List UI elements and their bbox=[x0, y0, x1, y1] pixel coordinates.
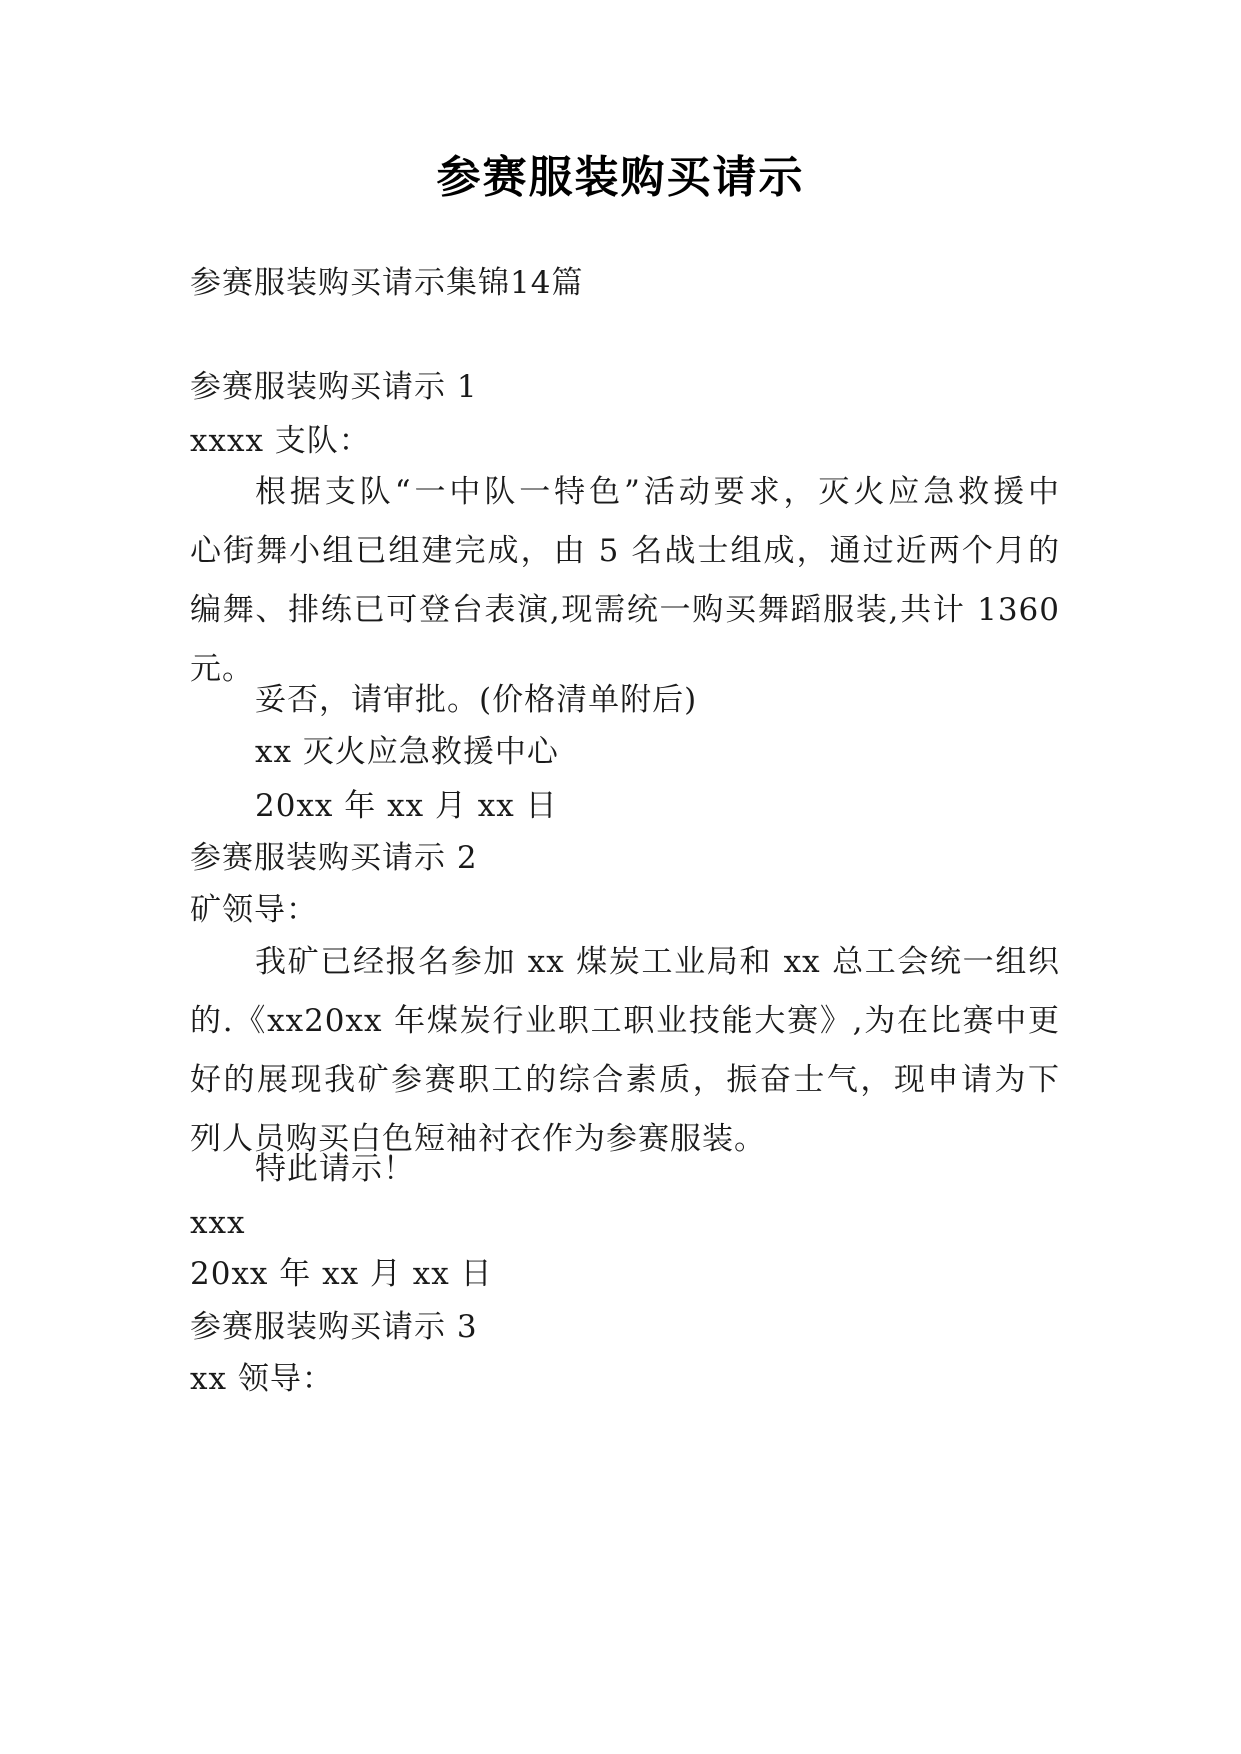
section-1-salutation: xxxx 支队： bbox=[190, 423, 371, 459]
document-subtitle: 参赛服装购买请示集锦14篇 bbox=[190, 265, 584, 301]
section-2-date: 20xx 年 xx 月 xx 日 bbox=[190, 1256, 493, 1292]
section-2-closing: 特此请示！ bbox=[255, 1151, 415, 1187]
body-line: 元。 bbox=[190, 651, 254, 687]
section-1-body bbox=[190, 463, 1060, 699]
body-line: 的.《xx20xx 年煤炭行业职工职业技能大赛》,为在比赛中更 bbox=[190, 1003, 1060, 1039]
section-2-signature: xxx bbox=[190, 1205, 246, 1241]
document-title: 参赛服装购买请示 bbox=[436, 152, 805, 203]
section-1-date: 20xx 年 xx 月 xx 日 bbox=[255, 788, 558, 824]
section-3-salutation: xx 领导： bbox=[190, 1361, 334, 1397]
body-line: 好的展现我矿参赛职工的综合素质，振奋士气，现申请为下 bbox=[190, 1062, 1060, 1098]
section-2-heading: 参赛服装购买请示 2 bbox=[190, 840, 478, 876]
section-1-signature: xx 灭火应急救援中心 bbox=[255, 734, 559, 770]
section-2-salutation: 矿领导： bbox=[190, 892, 318, 928]
body-line: 编舞、排练已可登台表演,现需统一购买舞蹈服装,共计 1360 bbox=[190, 592, 1060, 628]
section-1-heading: 参赛服装购买请示 1 bbox=[190, 369, 478, 405]
section-1-closing: 妥否，请审批。(价格清单附后) bbox=[255, 682, 698, 718]
section-3-heading: 参赛服装购买请示 3 bbox=[190, 1309, 478, 1345]
body-line: 我矿已经报名参加 xx 煤炭工业局和 xx 总工会统一组织 bbox=[255, 944, 1060, 980]
body-line: 列人员购买白色短袖衬衣作为参赛服装。 bbox=[190, 1121, 766, 1157]
section-2-body bbox=[190, 933, 1060, 1169]
body-line: 心街舞小组已组建完成，由 5 名战士组成，通过近两个月的 bbox=[190, 533, 1060, 569]
body-line: 根据支队“一中队一特色”活动要求，灭火应急救援中 bbox=[255, 474, 1060, 510]
